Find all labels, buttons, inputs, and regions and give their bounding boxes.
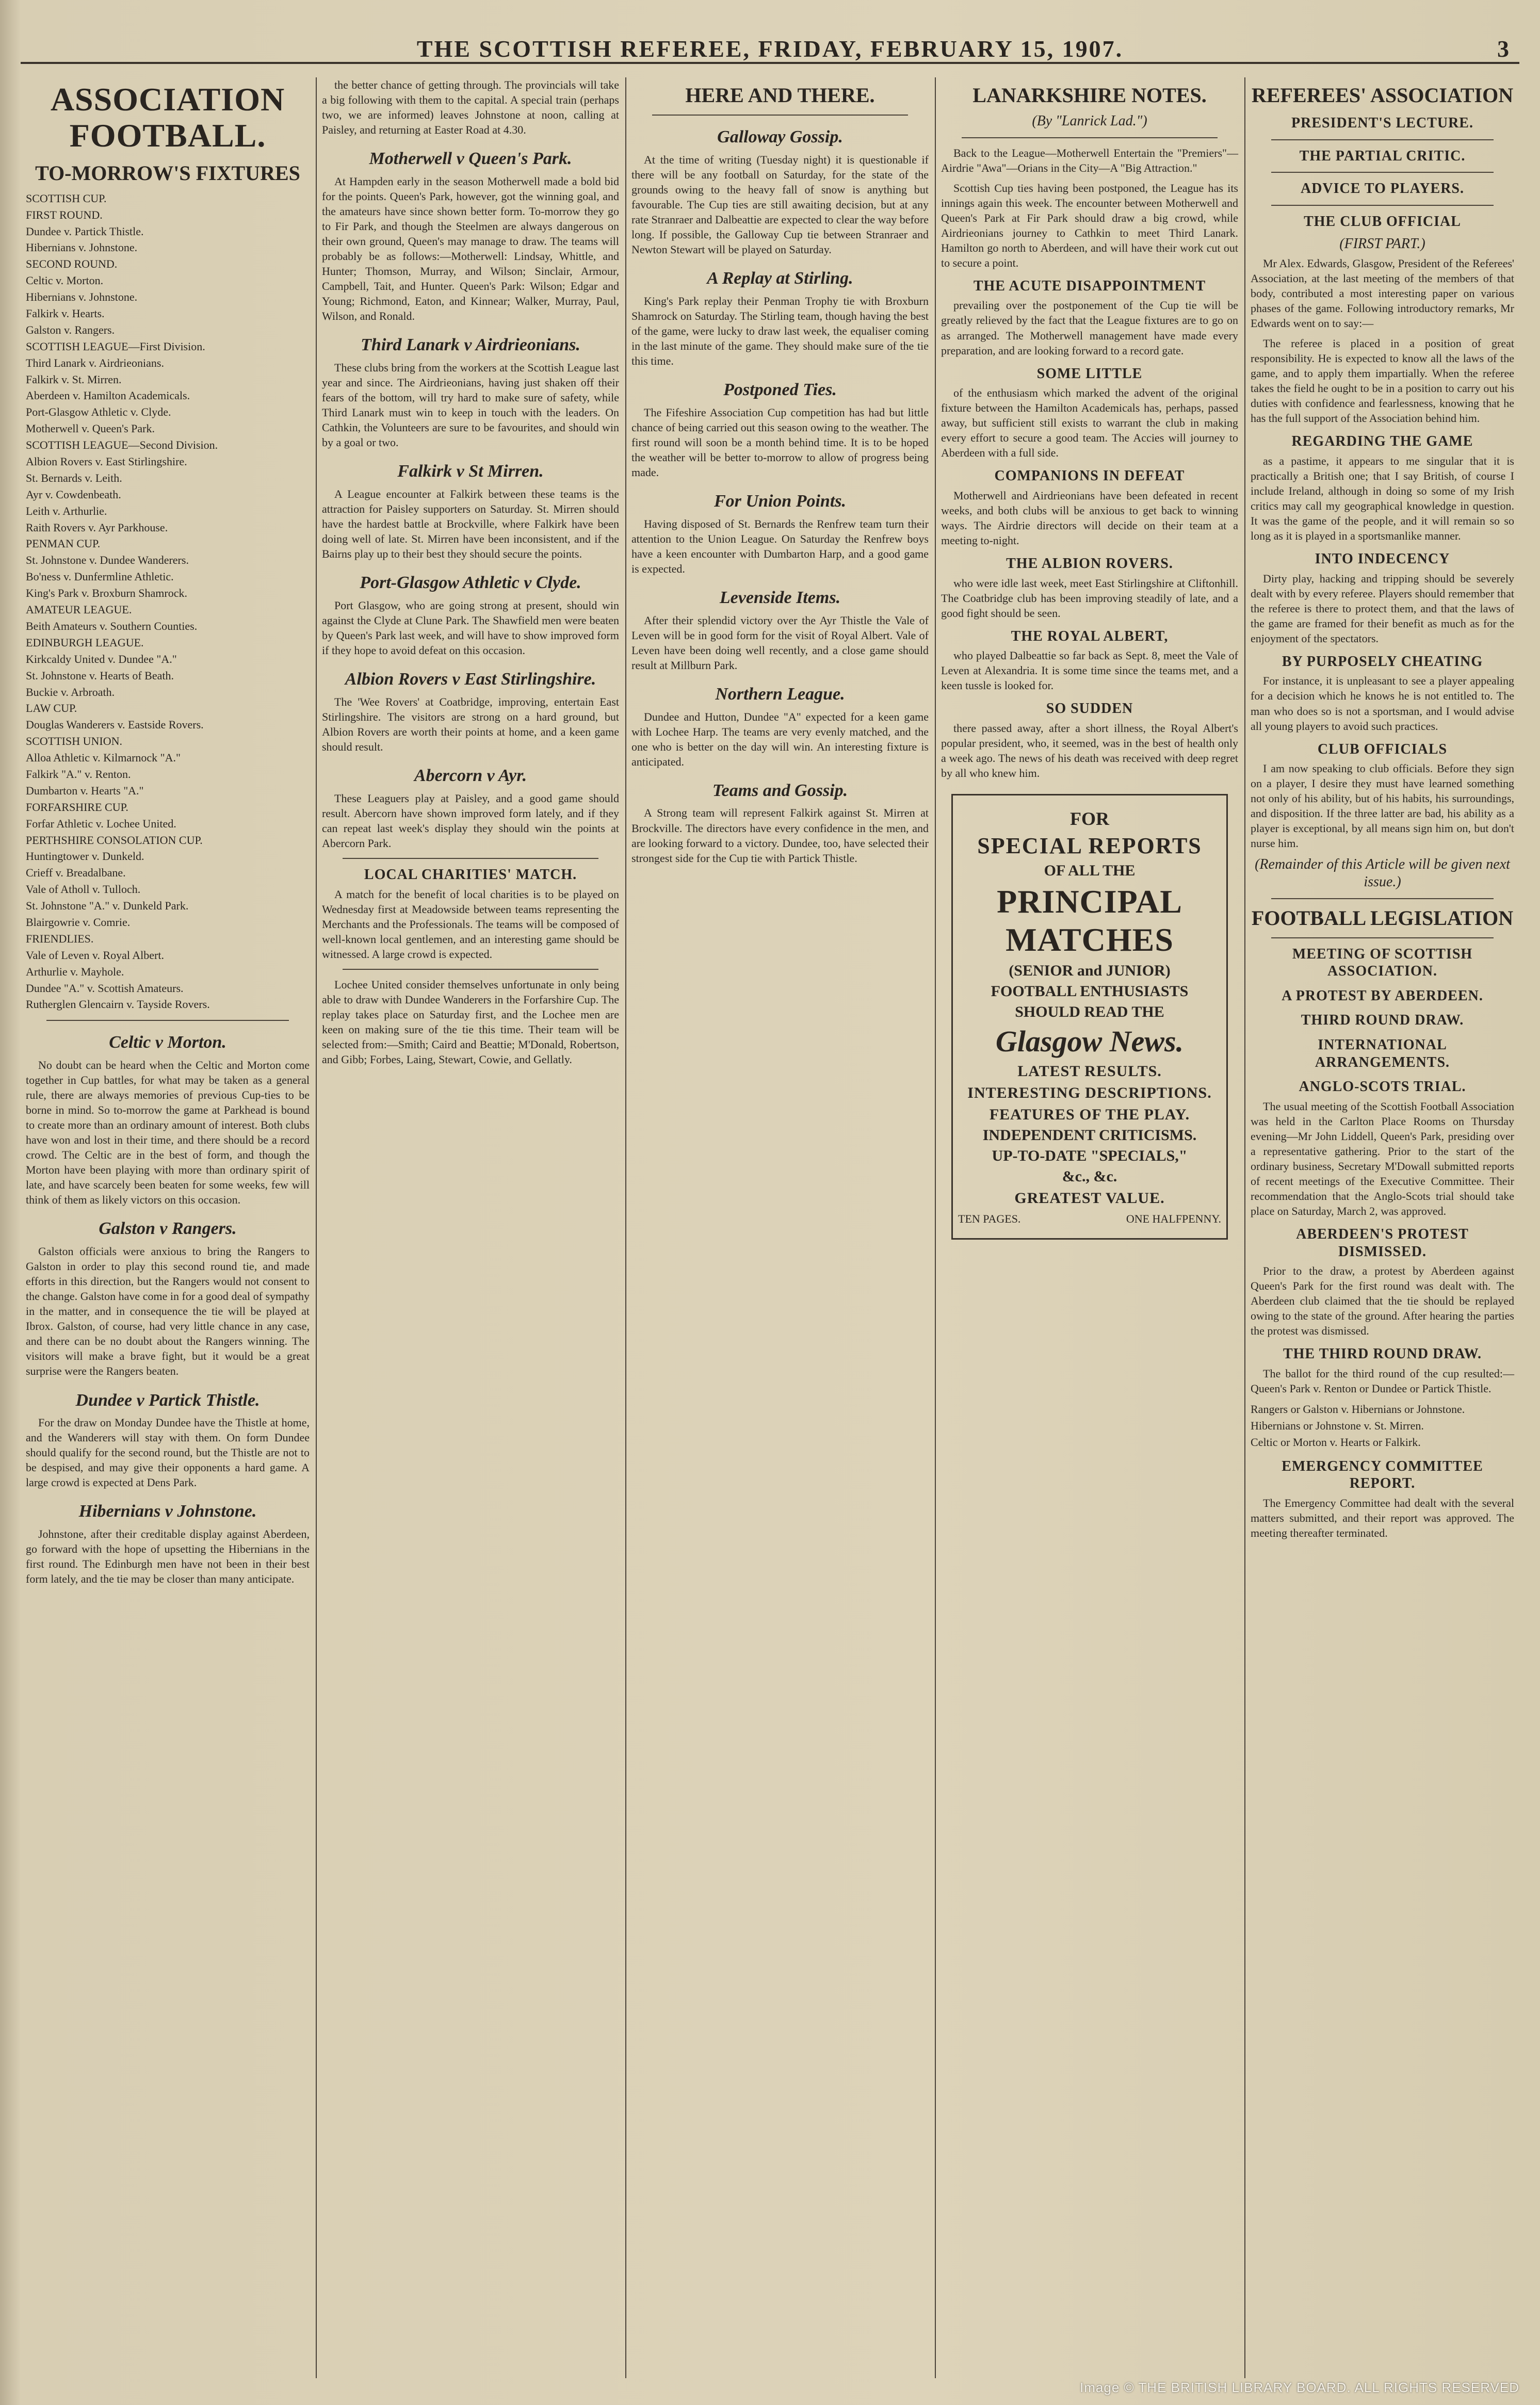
- fixture-line: AMATEUR LEAGUE.: [26, 603, 132, 616]
- section-heading: Teams and Gossip.: [712, 781, 848, 800]
- section-heading: For Union Points.: [714, 491, 847, 511]
- fixture-line: SCOTTISH LEAGUE—First Division.: [26, 339, 205, 353]
- section-body: there passed away, after a short illness, the Royal Albert's popular president, who, it seemed, was in the best of health only a week ago. The news of his death was received with deep regret by all who knew him.: [941, 722, 1238, 780]
- fixture-line: SCOTTISH CUP.: [26, 191, 107, 205]
- fixture-line: Buckie v. Arbroath.: [26, 685, 115, 698]
- fixture-line: Falkirk "A." v. Renton.: [26, 767, 131, 781]
- fixture-line: Crieff v. Breadalbane.: [26, 866, 126, 880]
- continuation-note: (Remainder of this Article will be given next issue.): [1255, 856, 1510, 890]
- divider: [343, 858, 598, 859]
- fixture-line: Huntingtower v. Dunkeld.: [26, 850, 144, 863]
- byline: (By "Lanrick Lad."): [1032, 113, 1147, 129]
- section-heading: THE ACUTE DISAPPOINTMENT: [973, 278, 1206, 294]
- ad-line: SPECIAL REPORTS: [977, 833, 1202, 859]
- divider: [1271, 139, 1494, 140]
- section-body: A match for the benefit of local charities is to be played on Wednesday first at Meadowside between teams representing the Merchants and the Professionals. The teams will be composed of well-known local gentlemen, and an interesting game should be witnessed. A large crowd is expected.: [322, 887, 619, 961]
- fixture-line: St. Johnstone v. Dundee Wanderers.: [26, 554, 189, 567]
- section-body: After their splendid victory over the Ayr Thistle the Vale of Leven will be in good form for the visit of Royal Albert. Vale of Leven have been doing well recently, and a close game should result at Millburn Park.: [631, 613, 929, 672]
- fixture-line: Celtic v. Morton.: [26, 274, 104, 287]
- section-heading: EMERGENCY COMMITTEE REPORT.: [1282, 1458, 1483, 1492]
- section-heading: COMPANIONS IN DEFEAT: [994, 468, 1185, 484]
- ad-line: &c., &c.: [1062, 1168, 1117, 1185]
- ad-line: UP-TO-DATE "SPECIALS,": [992, 1147, 1188, 1165]
- fixture-line: PENMAN CUP.: [26, 537, 101, 550]
- fixture-line: Hibernians v. Johnstone.: [26, 290, 138, 304]
- section-heading: INTO INDECENCY: [1315, 551, 1450, 567]
- fixtures-title: TO-MORROW'S FIXTURES: [35, 161, 300, 185]
- fixture-line: Third Lanark v. Airdrieonians.: [26, 356, 164, 369]
- fixture-line: Dundee "A." v. Scottish Amateurs.: [26, 981, 184, 995]
- section-body: Prior to the draw, a protest by Aberdeen against Queen's Park for the first round was dealt with. The Aberdeen club claimed that the tie should be replayed owing to the state of the ground. After hearing the parties the protest was dismissed.: [1251, 1264, 1514, 1338]
- fixture-line: Beith Amateurs v. Southern Counties.: [26, 619, 198, 632]
- divider: [652, 115, 908, 116]
- section-body: who played Dalbeattie so far back as Sept. 8, meet the Vale of Leven at Alexandria. It is some time since the teams met, and a keen tussle is looked for.: [941, 649, 1238, 692]
- divider: [1271, 937, 1494, 938]
- fixture-line: St. Johnstone v. Hearts of Beath.: [26, 669, 174, 682]
- section-heading: Levenside Items.: [719, 588, 841, 607]
- headline: ASSOCIATION FOOTBALL.: [50, 81, 285, 154]
- section-body: The ballot for the third round of the cup resulted:—Queen's Park v. Renton or Dundee or Partick Thistle.: [1251, 1367, 1514, 1395]
- subheading: THE CLUB OFFICIAL: [1304, 213, 1461, 230]
- subheading: ANGLO-SCOTS TRIAL.: [1299, 1079, 1466, 1095]
- fixture-line: FORFARSHIRE CUP.: [26, 800, 128, 814]
- section-body: as a pastime, it appears to me singular that it is practically a British one; that I say British, of course I include Ireland, although in doing so some of my Irish critics may call my geographical knowledge in question. It was the game of the people, and it will remain so so long as it is played in a sportsmanlike manner.: [1251, 454, 1514, 543]
- fixture-line: Bo'ness v. Dunfermline Athletic.: [26, 570, 174, 583]
- divider: [1271, 172, 1494, 173]
- section-body: These clubs bring from the workers at the Scottish League last year and since. The Airdrieonians, having just shaken off their fears of the bottom, will try hard to make sure of safety, while Third Lanark must win to keep in touch with the leaders. On Cathkin, the Volunteers are sure to be favourites, and should win by a goal or two.: [322, 361, 619, 449]
- fixture-line: Albion Rovers v. East Stirlingshire.: [26, 455, 187, 468]
- fixture-line: PERTHSHIRE CONSOLATION CUP.: [26, 833, 203, 847]
- section-body: The referee is placed in a position of great responsibility. He is expected to know all the laws of the game, and to apply them impartially. When the referee takes the field he ought to be in a position to carry out his duties with confidence and fearlessness, knowing that he has the full support of the Association behind him.: [1251, 337, 1514, 425]
- ad-line: TEN PAGES.: [958, 1212, 1021, 1226]
- fixture-line: Raith Rovers v. Ayr Parkhouse.: [26, 521, 168, 534]
- divider: [962, 137, 1218, 138]
- fixture-line: Kirkcaldy United v. Dundee "A.": [26, 652, 177, 665]
- ad-line: PRINCIPAL MATCHES: [997, 883, 1182, 958]
- subheading: THIRD ROUND DRAW.: [1301, 1012, 1464, 1029]
- glasgow-news-advertisement: [951, 794, 1228, 1240]
- fixtures-list: [26, 190, 310, 1013]
- fixture-line: Alloa Athletic v. Kilmarnock "A.": [26, 751, 181, 765]
- legislation-title: FOOTBALL LEGISLATION: [1251, 906, 1514, 930]
- subheading: ADVICE TO PLAYERS.: [1300, 181, 1465, 197]
- fixture-line: SCOTTISH LEAGUE—Second Division.: [26, 438, 218, 452]
- section-body: who were idle last week, meet East Stirlingshire at Cliftonhill. The Coatbridge club has been improving steadily of late, and a good fight should be seen.: [941, 576, 1238, 620]
- section-heading: SOME LITTLE: [1036, 365, 1143, 382]
- section-body: No doubt can be heard when the Celtic and Morton come together in Cup battles, for what may be taken as a general rule, there are always memories of previous Cup-ties to be borne in mind. So to-morrow the game at Parkhead is bound to create more than an ordinary amount of interest. Both clubs have won and lost in their time, and there should be a record crowd. The Celtic are in the best of form, and though the Morton have been playing with more than ordinary spirit of late, and have scarcely been beaten for some weeks, few will think of them as likely victors on this occasion.: [26, 1059, 310, 1207]
- section-body: Dirty play, hacking and tripping should be severely dealt with by every referee. Players should remember that the referee is there to protect them, and that the laws of the game are framed for their benefit as much as for the enjoyment of the spectators.: [1251, 572, 1514, 645]
- section-body: A Strong team will represent Falkirk against St. Mirren at Brockville. The directors have every confidence in the men, and are looking forward to a victory. Dundee, too, have selected their strongest side for the Cup tie with Partick Thistle.: [631, 806, 929, 865]
- draw-line: Hibernians or Johnstone v. St. Mirren.: [1251, 1419, 1424, 1432]
- section-body: At the time of writing (Tuesday night) it is questionable if there will be any football on Saturday, for the state of the grounds owing to the heavy fall of snow is anything but favourable. The Cup ties are still awaiting decision, but at any rate Stranraer and Dalbeattie are expected to clear the way before long. If possible, the Galloway Cup tie between Stranraer and Newton Stewart will be played on Saturday.: [631, 153, 929, 256]
- fixture-line: Port-Glasgow Athletic v. Clyde.: [26, 405, 171, 419]
- fixture-line: Leith v. Arthurlie.: [26, 504, 107, 517]
- column-referees-association: [1245, 77, 1519, 2378]
- ad-line: INDEPENDENT CRITICISMS.: [982, 1127, 1197, 1144]
- ad-line: (SENIOR and JUNIOR): [1009, 962, 1171, 980]
- page-number: 3: [1497, 36, 1509, 62]
- fixture-line: SCOTTISH UNION.: [26, 735, 122, 748]
- lecture-title: PRESIDENT'S LECTURE.: [1291, 115, 1473, 131]
- section-heading: SO SUDDEN: [1046, 701, 1133, 717]
- section-body: Motherwell and Airdrieonians have been defeated in recent weeks, and both clubs will be anxious to get back to winning ways. The Airdrie directors will decide on their team at a meeting to-night.: [941, 489, 1238, 547]
- fixture-line: Douglas Wanderers v. Eastside Rovers.: [26, 718, 204, 732]
- subheading: (FIRST PART.): [1339, 236, 1425, 252]
- divider: [343, 969, 598, 970]
- newspaper-title: THE SCOTTISH REFEREE, FRIDAY, FEBRUARY 15, 1907.: [416, 36, 1124, 62]
- section-heading: Galston v Rangers.: [99, 1219, 237, 1239]
- section-body: At Hampden early in the season Motherwell made a bold bid for the points. Queen's Park, however, got the winning goal, and the amateurs have since shown better form. To-morrow they go to Fir Park, and though the Steelmen are always dangerous on their own ground, Queen's may manage to draw. The teams will probably be as follows:—Motherwell: Lindsay, Whittle, and Hunter; Thomson, Murray, and Wilson; Sinclair, Armour, Campbell, Tait, and Hunter. Queen's Park: Wilson; Edgar and Young; Richmond, Eaton, and Kinnear; Walker, Murray, Paul, Wilson, and Ronald.: [322, 174, 619, 323]
- fixture-line: LAW CUP.: [26, 702, 77, 715]
- divider: [1271, 898, 1494, 899]
- fixture-line: Motherwell v. Queen's Park.: [26, 422, 155, 435]
- ad-line: GREATEST VALUE.: [1014, 1190, 1165, 1207]
- column-masthead: LANARKSHIRE NOTES.: [972, 84, 1207, 107]
- section-heading: BY PURPOSELY CHEATING: [1282, 653, 1483, 670]
- fixture-line: Dumbarton v. Hearts "A.": [26, 784, 144, 797]
- ad-line: INTERESTING DESCRIPTIONS.: [967, 1084, 1212, 1102]
- section-body: Johnstone, after their creditable display against Aberdeen, go forward with the hope of upsetting the Hibernians in the first round. The Edinburgh men have not been in their best form lately, and the tie may be closer than many anticipate.: [26, 1528, 310, 1586]
- section-body: Galston officials were anxious to bring the Rangers to Galston in order to play this second round tie, and made efforts in this direction, but the Rangers would not consent to the change. Galston have come in for a good deal of sympathy in the matter, and in consequence the tie will be played at Ibrox. Galston, of course, had very little chance in any case, and there can be no doubt about the Rangers winning. The visitors will make a brave fight, but it would be a great surprise were the Rangers beaten.: [26, 1245, 310, 1378]
- section-body: These Leaguers play at Paisley, and a good game should result. Abercorn have shown improved form lately, and if they can repeat last week's display they should win the points at Abercorn Park.: [322, 791, 619, 850]
- column-masthead: HERE AND THERE.: [685, 84, 875, 107]
- fixture-line: Hibernians v. Johnstone.: [26, 241, 138, 254]
- draw-line: Celtic or Morton v. Hearts or Falkirk.: [1251, 1435, 1421, 1449]
- section-heading: Galloway Gossip.: [717, 127, 843, 147]
- ad-line: FEATURES OF THE PLAY.: [989, 1106, 1190, 1124]
- section-heading: THE THIRD ROUND DRAW.: [1283, 1346, 1482, 1362]
- ad-line: FOOTBALL ENTHUSIASTS: [991, 983, 1189, 1000]
- section-body: The Fifeshire Association Cup competition has had but little chance of being carried out this season owing to the weather. The first round will soon be a month behind time. It is to be hoped the weather will be better to-morrow to allow of progress being made.: [631, 405, 929, 479]
- section-heading: Abercorn v Ayr.: [414, 766, 527, 786]
- section-body: For instance, it is unpleasant to see a player appealing for a decision which he knows he is not entitled to. The man who does so is not a sportsman, and I would advise all young players to avoid such practices.: [1251, 674, 1514, 733]
- masthead: [21, 31, 1519, 64]
- ad-line: ONE HALFPENNY.: [1126, 1212, 1221, 1226]
- draw-line: Rangers or Galston v. Hibernians or Johnstone.: [1251, 1402, 1465, 1416]
- fixture-line: Blairgowrie v. Comrie.: [26, 915, 131, 929]
- fixture-line: Falkirk v. Hearts.: [26, 307, 105, 320]
- column-lanarkshire-notes: [936, 77, 1243, 2378]
- section-heading: A Replay at Stirling.: [707, 269, 853, 288]
- subheading: INTERNATIONAL ARRANGEMENTS.: [1315, 1036, 1450, 1070]
- fixture-line: FRIENDLIES.: [26, 932, 94, 945]
- section-body: Dundee and Hutton, Dundee "A" expected for a keen game with Lochee Harp. The teams are very evenly matched, and the one who is better on the day will win. An interesting fixture is anticipated.: [631, 710, 929, 768]
- section-body: prevailing over the postponement of the Cup tie will be greatly relieved by the fact that the League fixtures are to go on as arranged. The Motherwell management have made every preparation, and are looking forward to a record gate.: [941, 299, 1238, 357]
- copyright-notice: Image © THE BRITISH LIBRARY BOARD. ALL RIGHTS RESERVED: [1080, 2380, 1519, 2395]
- section-body: The usual meeting of the Scottish Football Association was held in the Carlton Place Rooms on Thursday evening—Mr John Liddell, Queen's Park, presiding over a representative gathering. Prior to the start of the ordinary business, Secretary M'Dowall submitted reports of recent meetings of the Executive Committee. Their recommendation that the Anglo-Scots trial should take place on Saturday, March 2, was approved.: [1251, 1099, 1514, 1217]
- lead-paragraph: the better chance of getting through. The provincials will take a big following with them to the capital. A special train (perhaps two, we are informed) leaves Johnstone at noon, calling at Paisley, and returning at Easter Road at 4.30.: [322, 78, 619, 137]
- section-heading: Postponed Ties.: [723, 380, 837, 399]
- fixture-line: Rutherglen Glencairn v. Tayside Rovers.: [26, 998, 210, 1011]
- section-heading: LOCAL CHARITIES' MATCH.: [364, 866, 577, 883]
- fixture-line: St. Johnstone "A." v. Dunkeld Park.: [26, 899, 189, 913]
- section-heading: Third Lanark v Airdrieonians.: [361, 335, 580, 355]
- section-body: The Emergency Committee had dealt with the several matters submitted, and their report was approved. The meeting thereafter terminated.: [1251, 1496, 1514, 1539]
- section-body: For the draw on Monday Dundee have the Thistle at home, and the Wanderers will stay with them. On form Dundee should qualify for the second round, but the Thistle are not to be despised, and may give their opponents a hard game. A large crowd is expected at Dens Park.: [26, 1416, 310, 1489]
- section-heading: Hibernians v Johnstone.: [78, 1502, 257, 1521]
- section-heading: THE ALBION ROVERS.: [1006, 556, 1173, 572]
- section-body: I am now speaking to club officials. Before they sign on a player, I desire they must have learned something not only of his ability, but of his habits, his surroundings, and disposition. If the three latter are bad, his ability as a player is exceptional, by all means sign him on, but don't nurse him.: [1251, 762, 1514, 850]
- section-heading: ABERDEEN'S PROTEST DISMISSED.: [1296, 1226, 1469, 1260]
- subheading: THE PARTIAL CRITIC.: [1299, 148, 1466, 164]
- lead-paragraph: Back to the League—Motherwell Entertain the "Premiers"—Airdrie "Awa"—Orians in the City—A "Big Attraction.": [941, 146, 1238, 174]
- ad-line: FOR: [1070, 808, 1109, 830]
- fixture-line: SECOND ROUND.: [26, 257, 118, 271]
- fixture-line: Forfar Athletic v. Lochee United.: [26, 817, 176, 830]
- section-body: Lochee United consider themselves unfortunate in only being able to draw with Dundee Wanderers in the Forfarshire Cup. The replay takes place on Saturday first, and the Lochee men are keen on making sure of the tie this time. Their team will be selected from:—Smith; Caird and Beattie; M'Donald, Robertson, and Gibb; Forbes, Laing, Stewart, Cowie, and Gellatly.: [322, 978, 619, 1066]
- section-heading: Dundee v Partick Thistle.: [75, 1390, 260, 1410]
- section-heading: CLUB OFFICIALS: [1317, 741, 1448, 757]
- divider: [46, 1020, 289, 1021]
- fixture-line: Aberdeen v. Hamilton Academicals.: [26, 389, 190, 402]
- subheading: A PROTEST BY ABERDEEN.: [1282, 987, 1483, 1004]
- column-match-previews: [317, 77, 624, 2378]
- subheading: MEETING OF SCOTTISH ASSOCIATION.: [1292, 946, 1473, 980]
- ad-line: Glasgow News.: [995, 1025, 1184, 1059]
- fixture-line: Ayr v. Cowdenbeath.: [26, 488, 121, 501]
- lead-paragraph: Mr Alex. Edwards, Glasgow, President of the Referees' Association, at the last meeting of the members of that body, contributed a most interesting paper on various phases of the game. Following introductory remarks, Mr Edwards went on to say:—: [1251, 256, 1514, 330]
- ad-line: SHOULD READ THE: [1015, 1003, 1164, 1021]
- column-here-and-there: [626, 77, 934, 2378]
- fixture-line: St. Bernards v. Leith.: [26, 471, 122, 484]
- ad-footer: [958, 1212, 1221, 1226]
- fixture-line: Falkirk v. St. Mirren.: [26, 372, 122, 386]
- section-body: A League encounter at Falkirk between these teams is the attraction for Paisley supporters on Saturday. St. Mirren should have the hardest battle at Brockville, where Falkirk have been doing well of late. St. Mirren have been inconsistent, and if the Bairns play up to their best they should secure the points.: [322, 488, 619, 561]
- section-body: Scottish Cup ties having been postponed, the League has its innings again this week. The encounter between Motherwell and Queen's Park at Fir Park should draw a big crowd, while Airdrieonians journey to Cathkin to meet Third Lanark. Hamilton go north to Aberdeen, and will have their work cut out to secure a point.: [941, 181, 1238, 269]
- section-heading: Northern League.: [715, 684, 845, 704]
- column-association-football: [21, 77, 315, 2378]
- column-masthead: REFEREES' ASSOCIATION: [1251, 84, 1514, 107]
- section-heading: Falkirk v St Mirren.: [397, 462, 544, 481]
- fixture-line: FIRST ROUND.: [26, 208, 103, 221]
- fixture-line: EDINBURGH LEAGUE.: [26, 636, 144, 649]
- ad-line: LATEST RESULTS.: [1017, 1063, 1162, 1080]
- section-body: of the enthusiasm which marked the advent of the original fixture between the Hamilton Academicals has, perhaps, passed away, but sufficient still exists to warrant the club in making every effort to secure a good team. The Accies will journey to Aberdeen with a full side.: [941, 386, 1238, 460]
- section-heading: Motherwell v Queen's Park.: [369, 149, 572, 169]
- section-body: The 'Wee Rovers' at Coatbridge, improving, entertain East Stirlingshire. The visitors are strong on a hard ground, but Albion Rovers are worth their points at home, and a keen game should result.: [322, 695, 619, 753]
- section-heading: Port-Glasgow Athletic v Clyde.: [360, 573, 581, 593]
- ad-line: OF ALL THE: [1044, 862, 1136, 880]
- fixture-line: Vale of Leven v. Royal Albert.: [26, 948, 164, 962]
- section-body: Having disposed of St. Bernards the Renfrew team turn their attention to the Union League. On Saturday the Renfrew boys have a keen encounter with Dumbarton Harp, and a good game is expected.: [631, 517, 929, 575]
- fixture-line: Galston v. Rangers.: [26, 323, 115, 336]
- section-heading: Albion Rovers v East Stirlingshire.: [345, 670, 596, 689]
- section-heading: Celtic v Morton.: [109, 1033, 226, 1052]
- section-heading: THE ROYAL ALBERT,: [1011, 628, 1169, 644]
- fixture-line: Vale of Atholl v. Tulloch.: [26, 883, 141, 896]
- fixture-line: Arthurlie v. Mayhole.: [26, 965, 124, 978]
- section-body: Port Glasgow, who are going strong at present, should win against the Clyde at Clune Park. The Shawfield men were beaten by Queen's Park last week, and will have to show improved form if they hope to avoid defeat on this occasion.: [322, 598, 619, 657]
- section-heading: REGARDING THE GAME: [1291, 433, 1473, 450]
- divider: [1271, 205, 1494, 206]
- fixture-line: King's Park v. Broxburn Shamrock.: [26, 587, 187, 600]
- fixture-line: Dundee v. Partick Thistle.: [26, 224, 144, 238]
- section-body: King's Park replay their Penman Trophy tie with Broxburn Shamrock on Saturday. The Stirling team, though having the best of the game, were lucky to draw last week, the equaliser coming in the last minute of the game. They should make sure of the tie this time.: [631, 294, 929, 367]
